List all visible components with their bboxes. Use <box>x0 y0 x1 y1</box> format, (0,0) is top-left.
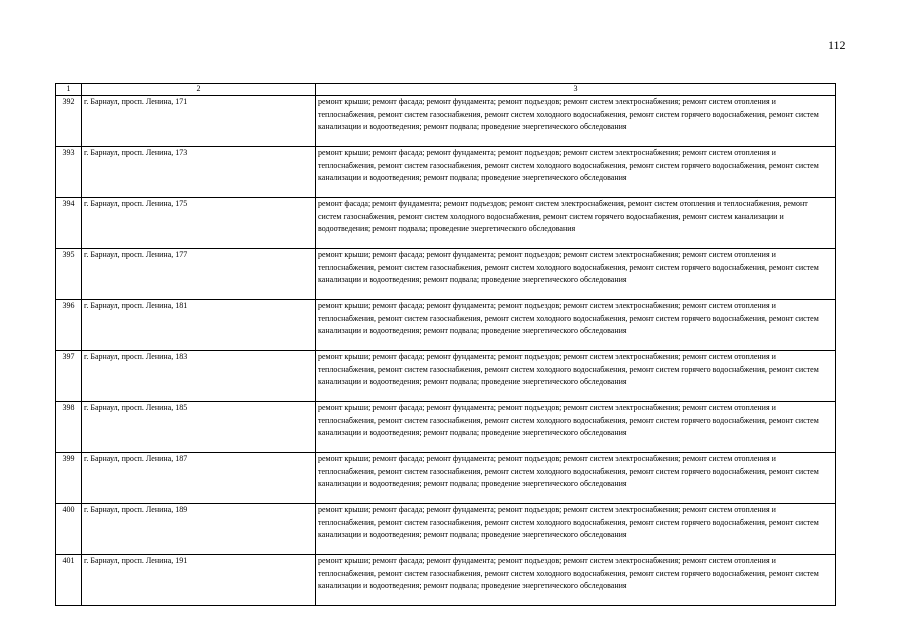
row-works: ремонт фасада; ремонт фундамента; ремонт подъездов; ремонт систем электроснабжения, ремонт систем отопления и теплоснабжения, ремонт систем газоснабжения, ремонт систем холодного водоснабжения, ремонт систем горячего водоснабжения, ремонт систем канализации и водоотведения; ремонт подвала; проведение энергетического обследования <box>316 198 836 249</box>
header-col-1: 1 <box>56 84 82 96</box>
row-address: г. Барнаул, просп. Ленина, 183 <box>82 351 316 402</box>
row-number: 401 <box>56 555 82 606</box>
row-address: г. Барнаул, просп. Ленина, 171 <box>82 96 316 147</box>
row-address: г. Барнаул, просп. Ленина, 173 <box>82 147 316 198</box>
row-address: г. Барнаул, просп. Ленина, 177 <box>82 249 316 300</box>
works-table <box>55 83 836 606</box>
table-row <box>56 147 836 198</box>
row-works: ремонт крыши; ремонт фасада; ремонт фундамента; ремонт подъездов; ремонт систем электроснабжения; ремонт систем отопления и теплоснабжения, ремонт систем газоснабжения, ремонт систем холодного водоснабжения, ремонт систем горячего водоснабжения, ремонт систем канализации и водоотведения; ремонт подвала; проведение энергетического обследования <box>316 351 836 402</box>
table-row <box>56 402 836 453</box>
page-number: 112 <box>828 38 846 52</box>
row-works: ремонт крыши; ремонт фасада; ремонт фундамента; ремонт подъездов; ремонт систем электроснабжения; ремонт систем отопления и теплоснабжения, ремонт систем газоснабжения, ремонт систем холодного водоснабжения, ремонт систем горячего водоснабжения, ремонт систем канализации и водоотведения; ремонт подвала; проведение энергетического обследования <box>316 300 836 351</box>
table-row <box>56 300 836 351</box>
row-address: г. Барнаул, просп. Ленина, 175 <box>82 198 316 249</box>
row-works: ремонт крыши; ремонт фасада; ремонт фундамента; ремонт подъездов; ремонт систем электроснабжения; ремонт систем отопления и теплоснабжения, ремонт систем газоснабжения, ремонт систем холодного водоснабжения, ремонт систем горячего водоснабжения, ремонт систем канализации и водоотведения; ремонт подвала; проведение энергетического обследования <box>316 249 836 300</box>
row-address: г. Барнаул, просп. Ленина, 187 <box>82 453 316 504</box>
row-number: 396 <box>56 300 82 351</box>
header-col-3: 3 <box>316 84 836 96</box>
row-number: 399 <box>56 453 82 504</box>
row-works: ремонт крыши; ремонт фасада; ремонт фундамента; ремонт подъездов; ремонт систем электроснабжения; ремонт систем отопления и теплоснабжения, ремонт систем газоснабжения, ремонт систем холодного водоснабжения, ремонт систем горячего водоснабжения, ремонт систем канализации и водоотведения; ремонт подвала; проведение энергетического обследования <box>316 504 836 555</box>
row-works: ремонт крыши; ремонт фасада; ремонт фундамента; ремонт подъездов; ремонт систем электроснабжения; ремонт систем отопления и теплоснабжения, ремонт систем газоснабжения, ремонт систем холодного водоснабжения, ремонт систем горячего водоснабжения, ремонт систем канализации и водоотведения; ремонт подвала; проведение энергетического обследования <box>316 453 836 504</box>
row-address: г. Барнаул, просп. Ленина, 181 <box>82 300 316 351</box>
row-number: 394 <box>56 198 82 249</box>
row-number: 398 <box>56 402 82 453</box>
row-number: 397 <box>56 351 82 402</box>
row-works: ремонт крыши; ремонт фасада; ремонт фундамента; ремонт подъездов; ремонт систем электроснабжения; ремонт систем отопления и теплоснабжения, ремонт систем газоснабжения, ремонт систем холодного водоснабжения, ремонт систем горячего водоснабжения, ремонт систем канализации и водоотведения; ремонт подвала; проведение энергетического обследования <box>316 402 836 453</box>
row-address: г. Барнаул, просп. Ленина, 191 <box>82 555 316 606</box>
table-header-row <box>56 84 836 96</box>
header-col-2: 2 <box>82 84 316 96</box>
table-row <box>56 96 836 147</box>
table-row <box>56 198 836 249</box>
table-row <box>56 249 836 300</box>
row-works: ремонт крыши; ремонт фасада; ремонт фундамента; ремонт подъездов; ремонт систем электроснабжения; ремонт систем отопления и теплоснабжения, ремонт систем газоснабжения, ремонт систем холодного водоснабжения, ремонт систем горячего водоснабжения, ремонт систем канализации и водоотведения; ремонт подвала; проведение энергетического обследования <box>316 555 836 606</box>
row-works: ремонт крыши; ремонт фасада; ремонт фундамента; ремонт подъездов; ремонт систем электроснабжения; ремонт систем отопления и теплоснабжения, ремонт систем газоснабжения, ремонт систем холодного водоснабжения, ремонт систем горячего водоснабжения, ремонт систем канализации и водоотведения; ремонт подвала; проведение энергетического обследования <box>316 96 836 147</box>
table-row <box>56 453 836 504</box>
table-row <box>56 351 836 402</box>
row-address: г. Барнаул, просп. Ленина, 189 <box>82 504 316 555</box>
row-number: 400 <box>56 504 82 555</box>
row-number: 393 <box>56 147 82 198</box>
row-number: 392 <box>56 96 82 147</box>
row-number: 395 <box>56 249 82 300</box>
row-works: ремонт крыши; ремонт фасада; ремонт фундамента; ремонт подъездов; ремонт систем электроснабжения; ремонт систем отопления и теплоснабжения, ремонт систем газоснабжения, ремонт систем холодного водоснабжения, ремонт систем горячего водоснабжения, ремонт систем канализации и водоотведения; ремонт подвала; проведение энергетического обследования <box>316 147 836 198</box>
table-row <box>56 555 836 606</box>
row-address: г. Барнаул, просп. Ленина, 185 <box>82 402 316 453</box>
table-row <box>56 504 836 555</box>
